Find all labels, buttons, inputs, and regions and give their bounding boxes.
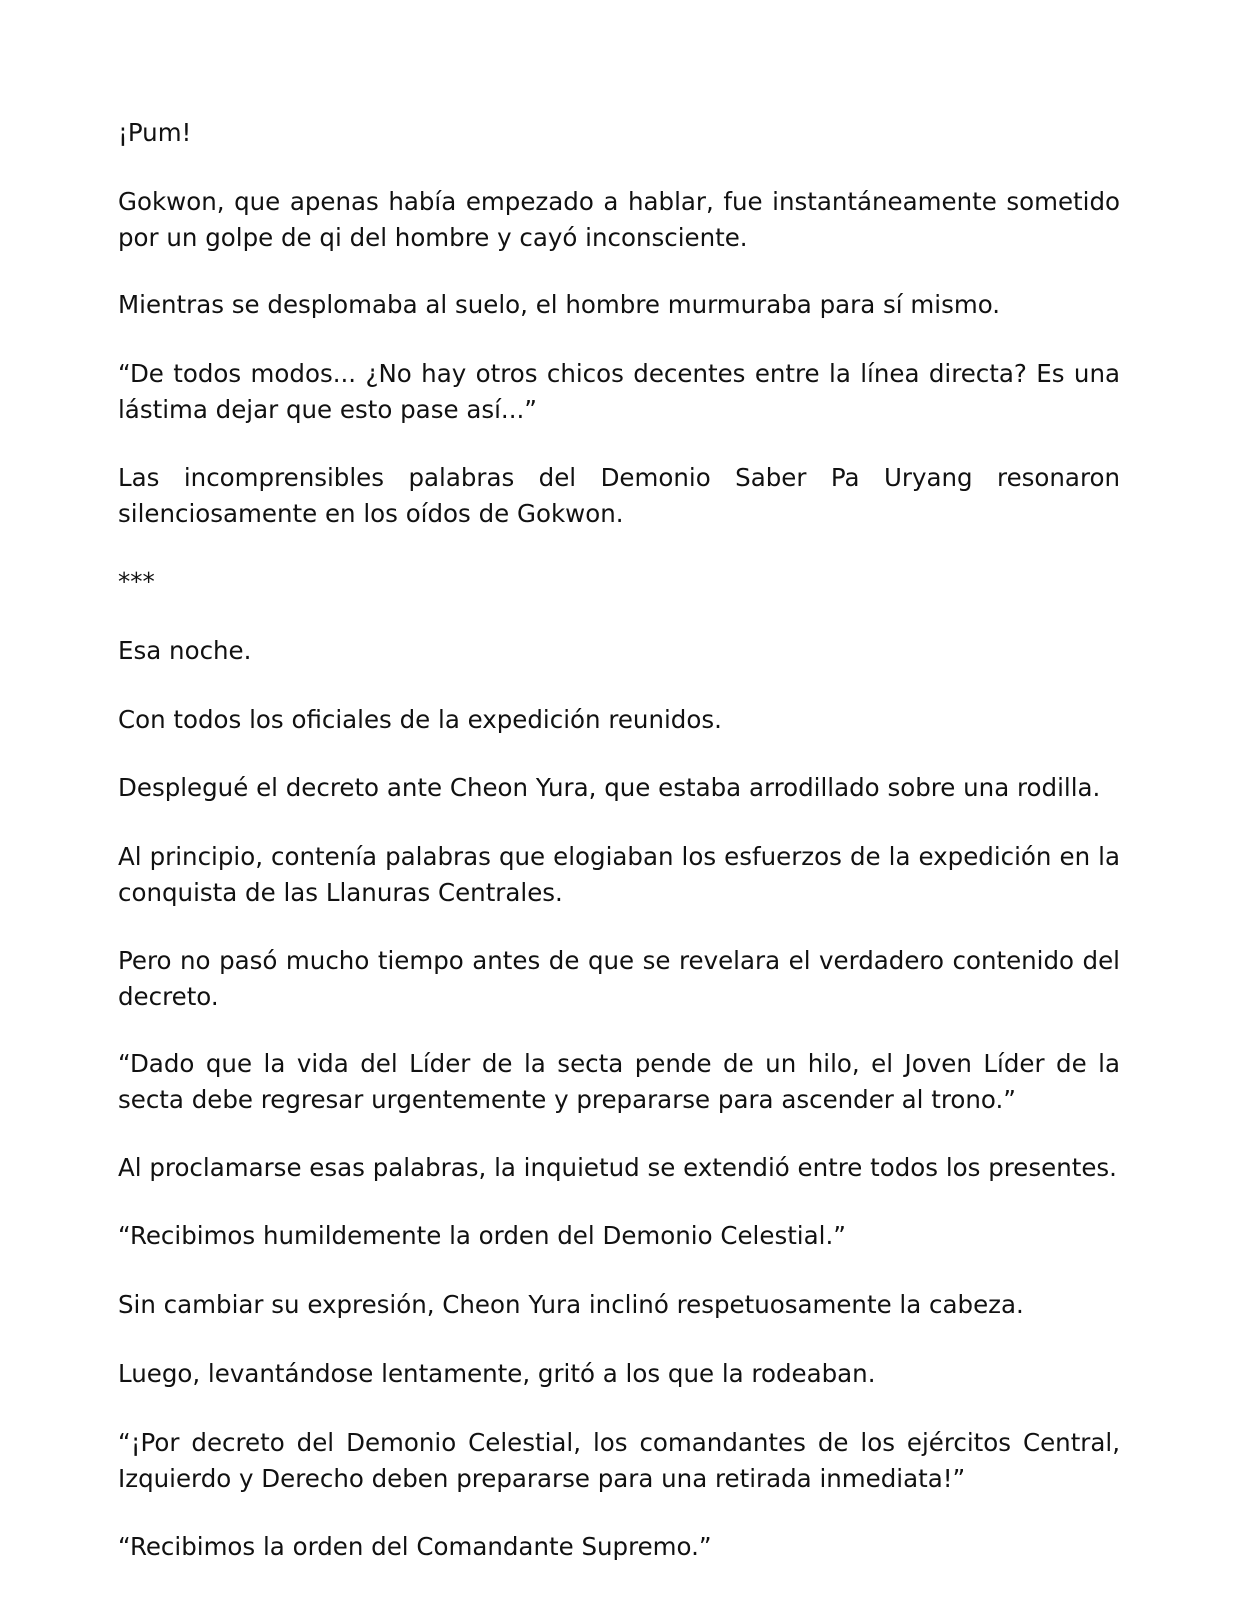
paragraph-14: Sin cambiar su expresión, Cheon Yura inclinó respetuosamente la cabeza. — [118, 1290, 1024, 1319]
paragraph-12: Al proclamarse esas palabras, la inquietud se extendió entre todos los presentes. — [118, 1153, 1117, 1182]
paragraph-1: ¡Pum! — [118, 118, 192, 147]
paragraph-3: Mientras se desplomaba al suelo, el hombre murmuraba para sí mismo. — [118, 290, 1001, 319]
paragraph-5: Las incomprensibles palabras del Demonio Saber Pa Uryang resonaron silenciosamente en los oídos de Gokwon. — [118, 463, 1120, 528]
paragraph-11: “Dado que la vida del Líder de la secta pende de un hilo, el Joven Líder de la secta debe regresar urgentemente y prepararse para ascender al trono.” — [118, 1049, 1120, 1114]
paragraph-16: “¡Por decreto del Demonio Celestial, los comandantes de los ejércitos Central, Izquierdo y Derecho deben prepararse para una retirada inmediata!” — [118, 1428, 1120, 1493]
paragraph-6: Esa noche. — [118, 636, 252, 665]
paragraph-9: Al principio, contenía palabras que elogiaban los esfuerzos de la expedición en la conquista de las Llanuras Centrales. — [118, 842, 1120, 907]
paragraph-4: “De todos modos... ¿No hay otros chicos decentes entre la línea directa? Es una lástima dejar que esto pase así...” — [118, 359, 1120, 424]
paragraph-15: Luego, levantándose lentamente, gritó a los que la rodeaban. — [118, 1359, 876, 1388]
paragraph-8: Desplegué el decreto ante Cheon Yura, que estaba arrodillado sobre una rodilla. — [118, 773, 1101, 802]
scene-break: *** — [118, 567, 155, 596]
paragraph-7: Con todos los oficiales de la expedición reunidos. — [118, 705, 722, 734]
paragraph-13: “Recibimos humildemente la orden del Demonio Celestial.” — [118, 1221, 846, 1250]
paragraph-17: “Recibimos la orden del Comandante Supremo.” — [118, 1532, 712, 1561]
paragraph-2: Gokwon, que apenas había empezado a hablar, fue instantáneamente sometido por un golpe de qi del hombre y cayó inconsciente. — [118, 187, 1120, 252]
paragraph-10: Pero no pasó mucho tiempo antes de que se revelara el verdadero contenido del decreto. — [118, 946, 1120, 1011]
